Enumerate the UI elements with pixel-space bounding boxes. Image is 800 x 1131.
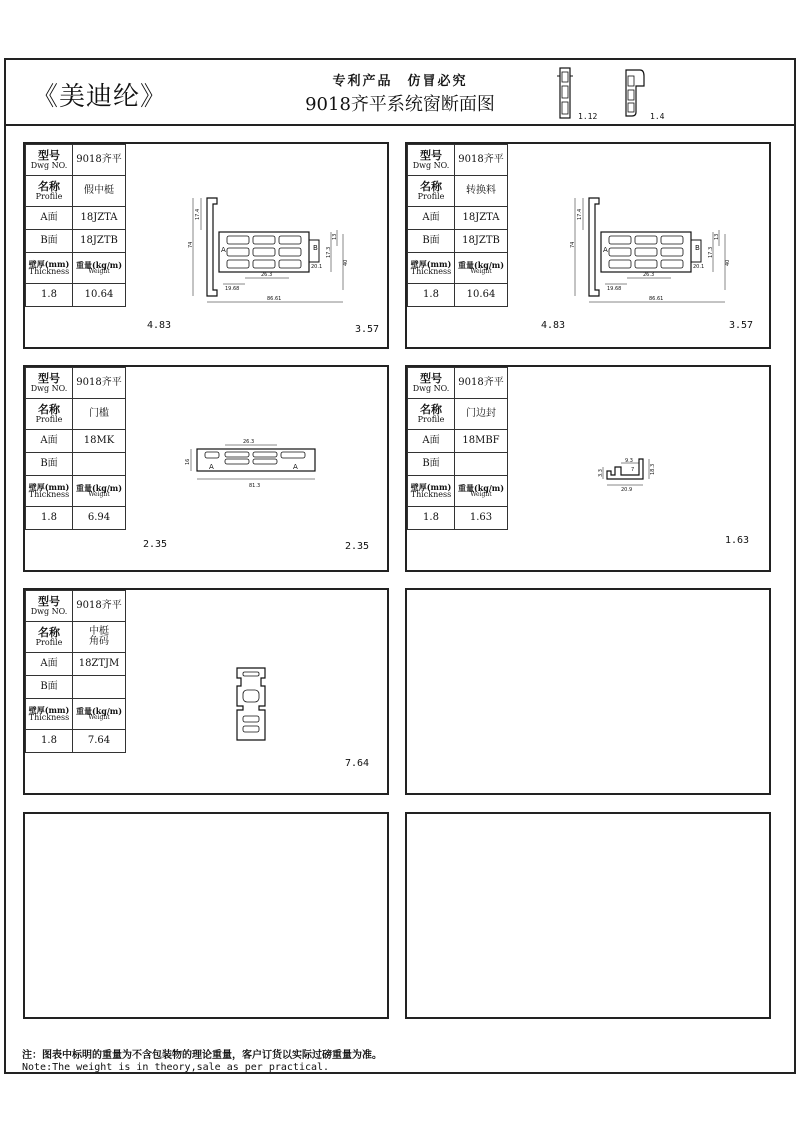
weight-label: 重量(kg/m) Weight [73,699,126,730]
face-a-value: 18MBF [455,430,508,453]
thickness-value: 1.8 [408,507,455,530]
face-b-label: B面 [408,453,455,476]
svg-text:16: 16 [185,458,191,465]
svg-text:19.68: 19.68 [225,286,240,292]
svg-text:26.3: 26.3 [261,272,273,278]
face-a-value: 18JZTA [455,207,508,230]
panel-empty-1 [405,588,771,795]
weight-note-left: 4.83 [541,320,566,331]
model-label: 型号 Dwg NO. [26,368,73,399]
footer-note-en: Note:The weight is in theory,sale as per practical. [22,1062,330,1073]
profile-value: 门槛 [73,399,126,430]
weight-value: 10.64 [73,284,126,307]
spec-table [407,367,508,530]
profile-label: 名称 Profile [26,399,73,430]
weight-value: 10.64 [455,284,508,307]
thickness-value: 1.8 [26,730,73,753]
profile-value: 门边封 [455,399,508,430]
svg-text:A: A [293,463,298,471]
svg-text:17.4: 17.4 [195,208,201,220]
svg-text:40: 40 [725,259,731,266]
svg-text:40: 40 [343,259,349,266]
svg-text:20.9: 20.9 [621,487,633,493]
svg-text:74: 74 [570,241,576,248]
face-a-value: 18MK [73,430,126,453]
spec-table [25,367,126,530]
face-b-value [73,676,126,699]
svg-text:13: 13 [714,233,720,240]
weight-value: 1.63 [455,507,508,530]
profile-value: 假中梃 [73,176,126,207]
weight-note: 1.63 [725,535,750,546]
face-a-label: A面 [26,653,73,676]
profile-value: 转换料 [455,176,508,207]
svg-text:9.3: 9.3 [625,458,633,464]
footer-note-cn: 注：图表中标明的重量为不含包装物的理论重量，客户订货以实际过磅重量为准。 [22,1050,382,1061]
thickness-value: 1.8 [26,507,73,530]
svg-text:A: A [221,246,226,254]
model-value: 9018齐平 [455,368,508,399]
spec-table [25,144,126,307]
panel-mullion-corner-joint [23,588,389,795]
panel-threshold [23,365,389,572]
header-divider [4,124,796,126]
profile-drawing-edge-seal [597,453,667,493]
weight-note: 7.64 [345,758,370,769]
weight-note-left: 2.35 [143,539,168,550]
weight-note-right: 3.57 [355,324,380,335]
thickness-label: 壁厚(mm) Thickness [26,253,73,284]
svg-text:A: A [603,246,608,254]
svg-text:74: 74 [188,241,194,248]
profile-drawing-transfer [567,190,747,310]
svg-text:81.3: 81.3 [249,483,261,489]
page-title: 9018齐平系统窗断面图 [305,94,495,115]
svg-text:86.61: 86.61 [267,296,282,302]
svg-text:18.3: 18.3 [650,463,656,475]
face-b-value: 18JZTB [455,230,508,253]
profile-label: 名称 Profile [26,622,73,653]
face-b-label: B面 [408,230,455,253]
thickness-label: 壁厚(mm) Thickness [26,699,73,730]
header-profile-2-drawing [622,68,648,118]
brand-name: 《美迪纶》 [32,82,168,112]
header-profile-1-drawing [556,66,576,120]
svg-text:B: B [313,244,318,252]
svg-text:26.3: 26.3 [643,272,655,278]
panel-empty-3 [405,812,771,1019]
model-label: 型号 Dwg NO. [408,368,455,399]
model-label: 型号 Dwg NO. [408,145,455,176]
model-value: 9018齐平 [73,368,126,399]
face-a-label: A面 [26,430,73,453]
svg-text:17.3: 17.3 [326,246,332,258]
face-b-value [73,453,126,476]
face-b-label: B面 [26,453,73,476]
profile-value: 中梃 角码 [73,622,126,653]
patent-notice: 专利产品 仿冒必究 [332,74,468,89]
svg-text:86.61: 86.61 [649,296,664,302]
face-b-label: B面 [26,676,73,699]
spec-table [25,590,126,753]
weight-label: 重量(kg/m) Weight [73,476,126,507]
profile-drawing-threshold [181,435,331,495]
svg-text:7: 7 [631,467,635,473]
face-b-label: B面 [26,230,73,253]
face-b-value: 18JZTB [73,230,126,253]
weight-note-right: 3.57 [729,320,754,331]
weight-label: 重量(kg/m) Weight [455,476,508,507]
profile-label: 名称 Profile [408,399,455,430]
svg-text:3.3: 3.3 [598,469,604,477]
svg-text:20.1: 20.1 [693,264,705,270]
profile-label: 名称 Profile [408,176,455,207]
model-label: 型号 Dwg NO. [26,591,73,622]
svg-text:20.1: 20.1 [311,264,323,270]
thickness-value: 1.8 [26,284,73,307]
weight-note-left: 4.83 [147,320,172,331]
panel-transfer-profile [405,142,771,349]
model-value: 9018齐平 [73,145,126,176]
profile-drawing-false-mullion [185,190,365,310]
face-a-label: A面 [408,207,455,230]
svg-text:A: A [209,463,214,471]
panel-door-edge-seal [405,365,771,572]
panel-empty-2 [23,812,389,1019]
weight-value: 6.94 [73,507,126,530]
face-b-value [455,453,508,476]
thickness-value: 1.8 [408,284,455,307]
thickness-label: 壁厚(mm) Thickness [408,476,455,507]
header-profile-1-weight: 1.12 [578,112,598,121]
svg-text:17.3: 17.3 [708,246,714,258]
header-profile-2-weight: 1.4 [650,112,665,121]
svg-text:17.4: 17.4 [577,208,583,220]
weight-note-right: 2.35 [345,541,370,552]
model-label: 型号 Dwg NO. [26,145,73,176]
spec-table [407,144,508,307]
model-value: 9018齐平 [73,591,126,622]
thickness-label: 壁厚(mm) Thickness [408,253,455,284]
face-a-value: 18JZTA [73,207,126,230]
svg-text:13: 13 [332,233,338,240]
weight-value: 7.64 [73,730,126,753]
model-value: 9018齐平 [455,145,508,176]
panel-false-mullion [23,142,389,349]
profile-drawing-corner-joint [231,664,271,744]
profile-label: 名称 Profile [26,176,73,207]
svg-text:B: B [695,244,700,252]
weight-label: 重量(kg/m) Weight [73,253,126,284]
face-a-label: A面 [26,207,73,230]
svg-text:26.3: 26.3 [243,439,255,445]
face-a-label: A面 [408,430,455,453]
svg-text:19.68: 19.68 [607,286,622,292]
weight-label: 重量(kg/m) Weight [455,253,508,284]
thickness-label: 壁厚(mm) Thickness [26,476,73,507]
face-a-value: 18ZTJM [73,653,126,676]
